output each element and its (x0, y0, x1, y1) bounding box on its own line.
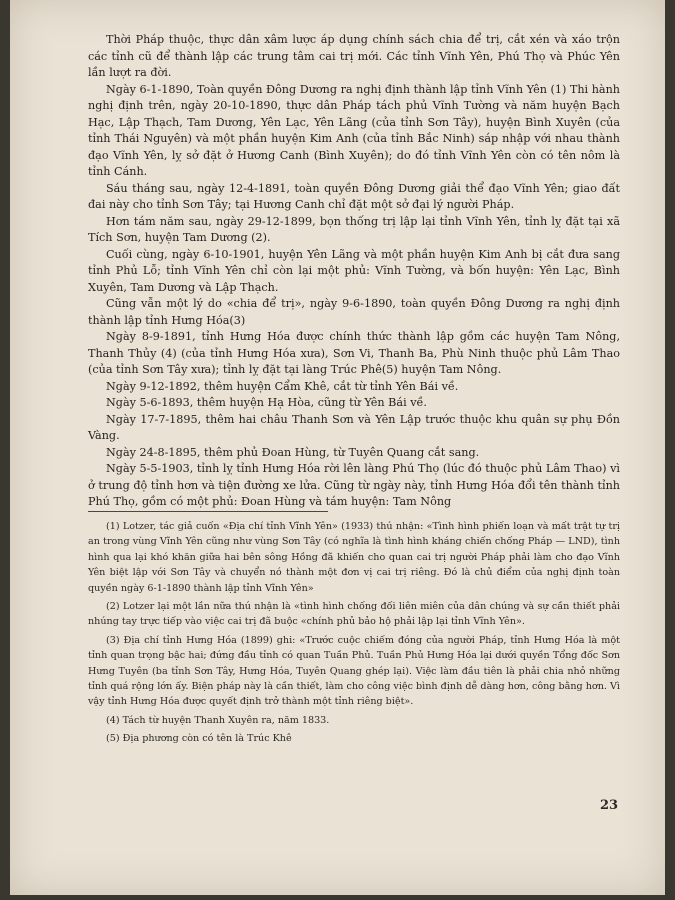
paragraph: Cuối cùng, ngày 6-10-1901, huyện Yên Lãng và một phần huyện Kim Anh bị cắt đưa sang tỉnh Phủ Lỗ; tỉnh Vĩnh Yên chỉ còn lại một phủ: Vĩnh Tường, và bốn huyện: Yên Lạc, Bình Xuyên, Tam Dương và Lập Thạch. (88, 247, 620, 294)
paragraph: Ngày 8-9-1891, tỉnh Hưng Hóa được chính thức thành lập gồm các huyện Tam Nông, Thanh Thủy (4) (của tỉnh Hưng Hóa xưa), Sơn Vi, Thanh Ba, Phù Ninh thuộc phủ Lâm Thao (của tỉnh Sơn Tây xưa); tỉnh lỵ đặt tại làng Trúc Phê(5) huyện Tam Nông. (88, 330, 620, 376)
footnote: (4) Tách từ huyện Thanh Xuyên ra, năm 1833. (106, 714, 330, 726)
page-number: 23 (600, 798, 619, 813)
footnote: (5) Địa phương còn có tên là Trúc Khê (106, 733, 292, 745)
main-text (88, 32, 620, 511)
paragraph: Ngày 6-1-1890, Toàn quyền Đông Dương ra nghị định thành lập tỉnh Vĩnh Yên (1) Thi hành nghị định trên, ngày 20-10-1890, thực dân Pháp tách phủ Vĩnh Tường và năm huyện Bạch Hạc, Lập Thạch, Tam Dương, Yên Lạc, Yên Lãng (của tỉnh Sơn Tây), huyện Bình Xuyên (của tỉnh Thái Nguyên) và một phần huyện Kim Anh (của tỉnh Bắc Ninh) sáp nhập với nhau thành đạo Vĩnh Yên, lỵ sở đặt ở Hương Canh (Bình Xuyên); do đó tỉnh Vĩnh Yên còn có tên nôm là tỉnh Cánh. (88, 82, 620, 178)
paragraph: Ngày 5-6-1893, thêm huyện Hạ Hòa, cũng từ Yên Bái về. (106, 396, 427, 409)
book-page (10, 0, 665, 895)
footnote: (1) Lotzer, tác giả cuốn «Địa chí tỉnh Vĩnh Yên» (1933) thú nhận: «Tình hình phiến loạn và mất trật tự trị an trong vùng Vĩnh Yên cũng như vùng Sơn Tây (có nghĩa là tình hình kháng chiến chống Pháp — LND), tình hình qua lại khó khăn giữa hai bên sông Hồng đã khiến cho quan cai trị người Pháp phải làm cho đạo Vĩnh Yên biệt lập với Sơn Tây và chuyển nó thành một đơn vị cai trị riêng. Đó là chủ điểm của nghị định toàn quyền ngày 6-1-1890 thành lập tỉnh Vĩnh Yên» (88, 521, 620, 594)
footnotes (88, 519, 620, 750)
footnote: (3) Địa chí tỉnh Hưng Hóa (1899) ghi: «Trước cuộc chiếm đóng của người Pháp, tỉnh Hưng Hóa là một tỉnh quan trọng bậc hai; đứng đầu tỉnh có quan Tuần Phủ. Tuần Phủ Hưng Hóa lại dưới quyền Tổng đốc Sơn Hưng Tuyên (ba tỉnh Sơn Tây, Hưng Hóa, Tuyên Quang ghép lại). Việc làm đầu tiên là phải chia nhỏ những tỉnh quá rộng lớn ấy. Biện pháp này là cần thiết, làm cho công việc bình định dễ dàng hơn, công bằng hơn. Vì vậy tỉnh Hưng Hóa được quyết định trở thành một tỉnh riêng biệt». (88, 634, 620, 708)
paragraph: Ngày 17-7-1895, thêm hai châu Thanh Sơn và Yên Lập trước thuộc khu quân sự phụ Đồn Vàng. (88, 412, 620, 442)
paragraph: Cũng vẫn một lý do «chia để trị», ngày 9-6-1890, toàn quyền Đông Dương ra nghị định thành lập tỉnh Hưng Hóa(3) (88, 297, 620, 327)
paragraph: Sáu tháng sau, ngày 12-4-1891, toàn quyền Đông Dương giải thể đạo Vĩnh Yên; giao đất đai này cho tỉnh Sơn Tây; tại Hương Canh chỉ đặt một sở đại lý người Pháp. (88, 181, 620, 211)
paragraph: Ngày 24-8-1895, thêm phủ Đoan Hùng, từ Tuyên Quang cắt sang. (106, 445, 480, 459)
footnote-divider (88, 511, 328, 512)
paragraph: Thời Pháp thuộc, thực dân xâm lược áp dụng chính sách chia để trị, cắt xén và xáo trộn các tỉnh cũ để thành lập các trung tâm cai trị mới. Các tỉnh Vĩnh Yên, Phú Thọ và Phúc Yên lần lượt ra đời. (88, 33, 620, 79)
paragraph: Hơn tám năm sau, ngày 29-12-1899, bọn thống trị lập lại tỉnh Vĩnh Yên, tỉnh lỵ đặt tại xã Tích Sơn, huyện Tam Dương (2). (88, 214, 620, 244)
paragraph: Ngày 9-12-1892, thêm huyện Cẩm Khê, cắt từ tỉnh Yên Bái về. (106, 379, 459, 393)
footnote: (2) Lotzer lại một lần nữa thú nhận là «tình hình chống đối liên miên của dân chúng và sự cần thiết phải nhúng tay trực tiếp vào việc cai trị đã buộc «chính phủ bảo hộ phải lập lại tỉnh Vĩnh Yên». (88, 601, 620, 628)
paragraph: Ngày 5-5-1903, tỉnh lỵ tỉnh Hưng Hóa rời lên làng Phú Thọ (lúc đó thuộc phủ Lâm Thao) vì ở trung độ tỉnh hơn và tiện đường xe lửa. Cũng từ ngày này, tỉnh Hưng Hóa đổi tên thành tỉnh Phú Thọ, gồm có một phủ: Đoan Hùng và tám huyện: Tam Nông (88, 462, 620, 508)
